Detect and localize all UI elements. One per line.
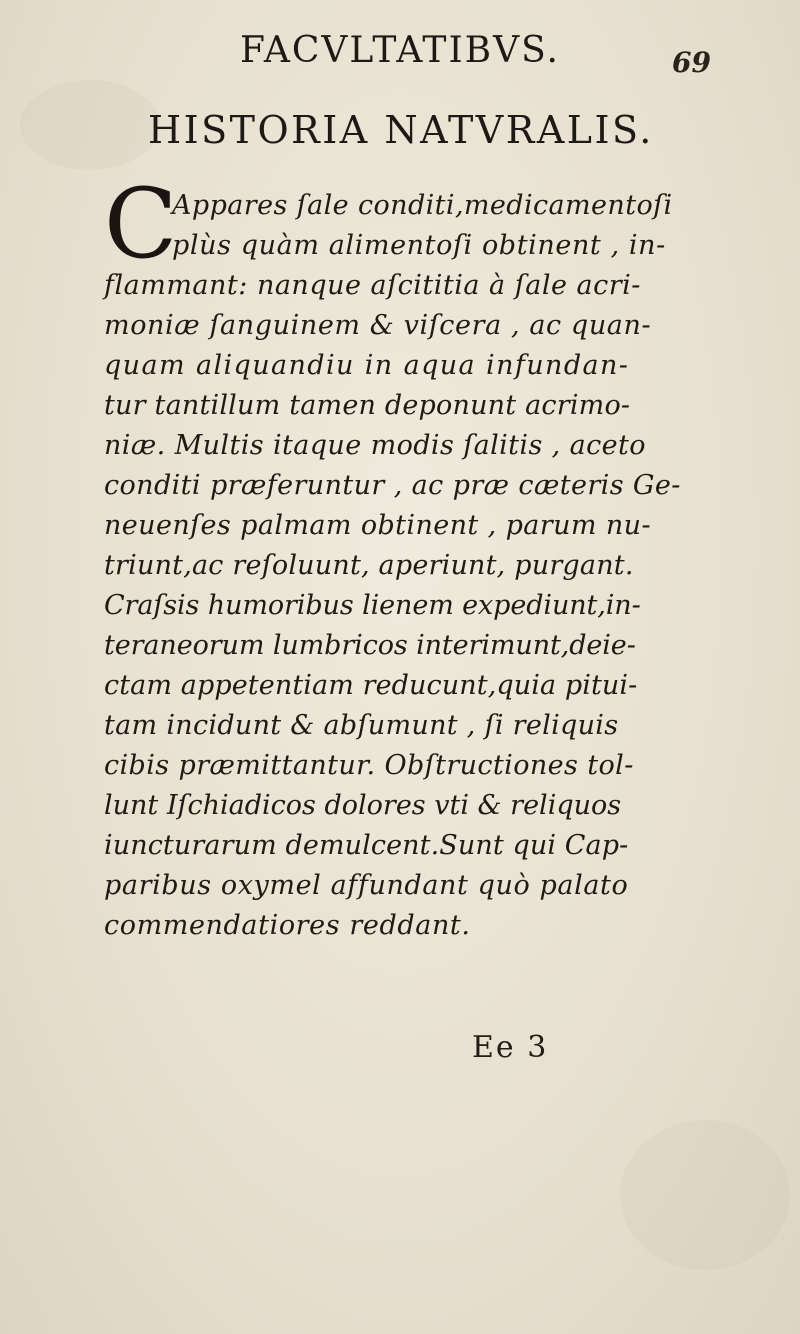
page-number: 69 [672,46,711,79]
text-line: ctam appetentiam reducunt,quia pitui- [104,670,638,701]
text-line: neuenſes palmam obtinent , parum nu- [104,510,651,541]
text-line: conditi præferuntur , ac præ cæteris Ge- [104,470,681,501]
text-line: plùs quàm alimentoſi obtinent , in- [172,230,666,261]
text-line: niæ. Multis itaque modis ſalitis , aceto [104,430,646,461]
text-line: quam aliquandiu in aqua infundan- [104,350,630,381]
text-line: Appares ſale conditi,medicamentoſi [172,190,673,221]
signature-mark: Ee 3 [472,1030,549,1065]
text-line: Craſsis humoribus lienem expediunt,in- [104,590,641,621]
running-head: FACVLTATIBVS. [240,30,560,71]
text-line: lunt Iſchiadicos dolores vti & reliquos [104,790,622,821]
text-line: iuncturarum demulcent.Sunt qui Cap- [104,830,629,861]
paper-stain [620,1120,790,1270]
text-line: tam incidunt & abſumunt , ſi reliquis [104,710,619,741]
text-line: moniæ ſanguinem & viſcera , ac quan- [104,310,652,341]
text-line: paribus oxymel affundant quò palato [104,870,629,901]
drop-capital: C [104,168,178,280]
text-line: cibis præmittantur. Obſtructiones tol- [104,750,634,781]
paper-stain [20,80,160,170]
text-line: teraneorum lumbricos interimunt,deie- [104,630,636,661]
text-line: flammant: nanque aſcititia à ſale acri- [104,270,641,301]
section-title: HISTORIA NATVRALIS. [148,108,654,152]
text-line: tur tantillum tamen deponunt acrimo- [104,390,631,421]
text-line: commendatiores reddant. [104,910,471,941]
page-header [240,30,740,90]
text-line: triunt,ac reſoluunt, aperiunt, purgant. [104,550,634,581]
